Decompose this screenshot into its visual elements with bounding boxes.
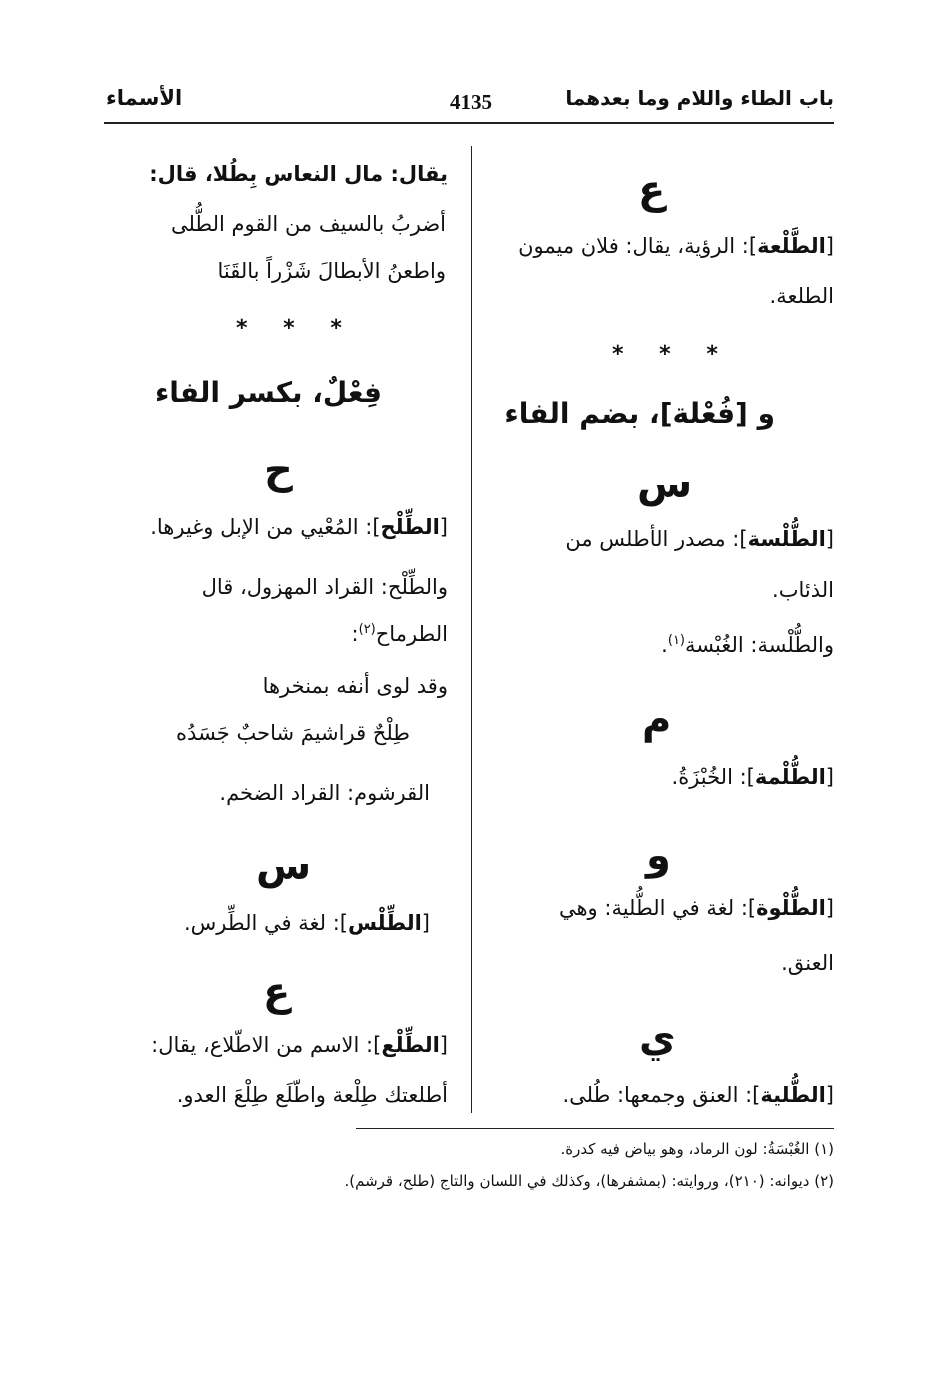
footnote-1: (١) الغُبْسَةُ: لون الرماد، وهو بياض فيه كدرة. [560,1140,834,1158]
footnote-2: (٢) ديوانه: (٢١٠)، وروايته: (بمشفرها)، وكذلك في اللسان والتاج (طلح، قرشم). [344,1172,834,1190]
entry-tila-continued: أطلعتك طِلْعة واطّلَع طِلْعَ العدو. [176,1083,448,1107]
column-divider [471,146,472,1113]
definition: والطُّلْسة: الغُبْسة [685,633,834,657]
poet-name: الطرماح [375,622,448,646]
entry-talaa-continued: الطلعة. [769,284,834,308]
entry-tulsa-2: والطُّلْسة: الغُبْسة$^{(١)}$. [661,633,834,657]
headword: الطِّلْس [347,911,422,935]
definition: : لغة في الطِّرس. [183,911,340,935]
headword: الطِّلْع [381,1033,440,1057]
headword: الطُّلْسة [747,527,826,551]
entry-tilh-2: والطِّلْح: القراد المهزول، قال [201,575,448,599]
letter-ain-heading: ع [638,167,666,213]
entry-tila: [الطِّلْع]: الاسم من الاطّلاع، يقال: [151,1033,448,1057]
entry-talaa: [الطَّلْعة]: الرؤية، يقال: فلان ميمون [518,234,834,258]
header-rule [104,122,834,124]
section-stars: * * * [612,342,732,367]
usage-text: يقال: مال النعاس بِطُلا، قال: [149,162,448,186]
letter-waw-heading: و [646,833,671,879]
letter-ain-heading: ع [263,969,291,1015]
headword: الطَّلْعة [757,234,826,258]
entry-tulwa-continued: العنق. [781,951,834,975]
footnote-ref: (٢) [358,622,376,637]
section-title-fula: و [فُعْلة]، بضم الفاء [504,397,775,430]
verse-line-1: أضربُ بالسيف من القوم الطُّلى [170,212,446,236]
headword: الطُّلْمة [754,765,826,789]
definition: : الرؤية، يقال: فلان ميمون [518,234,749,258]
headword: الطُّلية [760,1083,826,1107]
entry-tulma: [الطُّلْمة]: الخُبْزَةُ. [671,765,834,789]
footnote-rule [356,1128,834,1129]
verse-line-4: طِلْحٌ قراشيمَ شاحبٌ جَسَدُه [176,721,410,745]
poet-colon: : [351,622,359,646]
footnote-ref: (١) [667,633,685,648]
definition: : لغة في الطُّلية: وهي [558,896,748,920]
definition: : الخُبْزَةُ. [671,765,747,789]
page-number: 4135 [450,90,492,114]
definition: : المُعْيي من الإبل وغيرها. [150,515,373,539]
entry-tulsa-continued: الذئاب. [772,578,834,602]
entry-tils: [الطِّلْس]: لغة في الطِّرس. [183,911,430,935]
verse-line-3: وقد لوى أنفه بمنخرها [262,674,448,698]
poet-attribution [352,622,448,646]
letter-sin-heading: س [637,461,693,507]
letter-ha-heading: ح [264,447,293,493]
definition: : مصدر الأطلس من [565,527,740,551]
verse-line-2: واطعنُ الأبطالَ شَزْراً بالقَنَا [217,259,446,283]
section-stars: * * * [236,316,356,341]
entry-tulya: [الطُّلية]: العنق وجمعها: طُلى. [562,1083,834,1107]
entry-tulsa: [الطُّلْسة]: مصدر الأطلس من [565,527,834,551]
running-head-left: الأسماء [106,86,183,110]
letter-mim-heading: م [642,697,672,743]
headword: الطُّلْوة [756,896,826,920]
entry-tilh: [الطِّلْح]: المُعْيي من الإبل وغيرها. [150,515,448,539]
entry-tulwa: [الطُّلْوة]: لغة في الطُّلية: وهي [558,896,834,920]
letter-ya-heading: ي [639,1015,676,1061]
gloss-qurshum: القرشوم: القراد الضخم. [219,781,430,805]
section-title-fil: فِعْلٌ، بكسر الفاء [154,376,382,409]
running-head-right: باب الطاء واللام وما بعدهما [565,86,834,110]
definition: : الاسم من الاطّلاع، يقال: [151,1033,374,1057]
usage-example-intro [149,162,448,186]
letter-sin-heading: س [256,843,312,889]
definition: : العنق وجمعها: طُلى. [562,1083,753,1107]
headword: الطِّلْح [380,515,440,539]
